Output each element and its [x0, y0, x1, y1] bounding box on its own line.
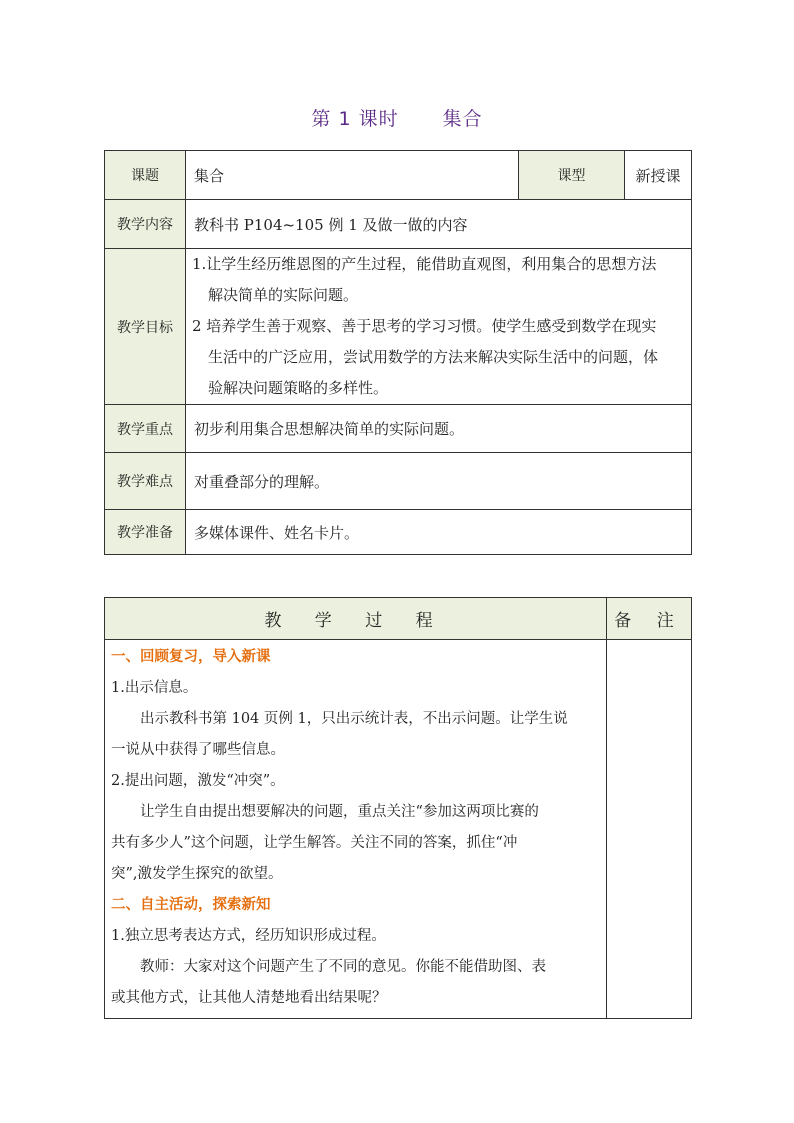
process-line: 突”,激发学生探究的欲望。	[111, 866, 283, 882]
process-line: 教师：大家对这个问题产生了不同的意见。你能不能借助图、表	[140, 959, 546, 975]
key-value: 初步利用集合思想解决简单的实际问题。	[186, 405, 692, 453]
prep-label: 教学准备	[105, 510, 186, 555]
process-line: 让学生自由提出想要解决的问题，重点关注“参加这两项比赛的	[140, 804, 539, 820]
difficulty-label: 教学难点	[105, 453, 186, 510]
goal-line: 验解决问题策略的多样性。	[208, 379, 389, 397]
notes-header: 备 注	[607, 598, 692, 640]
goal-line: 解决简单的实际问题。	[208, 286, 359, 304]
type-label: 课型	[519, 151, 625, 200]
notes-cell	[607, 640, 692, 1019]
process-line: 一说从中获得了哪些信息。	[111, 742, 285, 758]
process-line: 1.出示信息。	[111, 680, 198, 696]
process-line: 出示教科书第 104 页例 1，只出示统计表，不出示问题。让学生说	[140, 711, 568, 727]
goal-line: 2 培养学生善于观察、善于思考的学习习惯。使学生感受到数学在现实	[192, 317, 657, 335]
process-header-row	[105, 598, 692, 640]
content-value: 教科书 P104~105 例 1 及做一做的内容	[186, 200, 692, 249]
goals-value	[186, 249, 692, 405]
process-content	[105, 640, 607, 1019]
subject-label: 课题	[105, 151, 186, 200]
goals-label: 教学目标	[105, 249, 186, 405]
row-prep	[105, 510, 692, 555]
type-value: 新授课	[625, 151, 692, 200]
lesson-number: 第 1 课时	[311, 108, 399, 130]
lesson-topic: 集合	[442, 108, 483, 130]
process-header: 教 学 过 程	[105, 598, 607, 640]
lesson-info-table	[104, 150, 692, 555]
row-difficulty	[105, 453, 692, 510]
goal-line: 1.让学生经历维恩图的产生过程，能借助直观图，利用集合的思想方法	[192, 255, 657, 273]
difficulty-value: 对重叠部分的理解。	[186, 453, 692, 510]
subject-value: 集合	[186, 151, 519, 200]
process-line: 共有多少人”这个问题，让学生解答。关注不同的答案，抓住“冲	[111, 835, 518, 851]
process-body-row	[105, 640, 692, 1019]
row-key-point	[105, 405, 692, 453]
key-label: 教学重点	[105, 405, 186, 453]
teaching-process-table	[104, 597, 692, 1019]
process-line: 或其他方式，让其他人清楚地看出结果呢？	[111, 990, 387, 1006]
section-heading: 一、回顾复习，导入新课	[111, 649, 271, 665]
page-title	[0, 104, 794, 131]
process-line: 2.提出问题，激发“冲突”。	[111, 773, 285, 789]
row-subject	[105, 151, 692, 200]
goal-line: 生活中的广泛应用，尝试用数学的方法来解决实际生活中的问题，体	[208, 348, 659, 366]
row-content	[105, 200, 692, 249]
prep-value: 多媒体课件、姓名卡片。	[186, 510, 692, 555]
section-heading: 二、自主活动，探索新知	[111, 897, 271, 913]
content-label: 教学内容	[105, 200, 186, 249]
row-goals	[105, 249, 692, 405]
process-line: 1.独立思考表达方式，经历知识形成过程。	[111, 928, 386, 944]
